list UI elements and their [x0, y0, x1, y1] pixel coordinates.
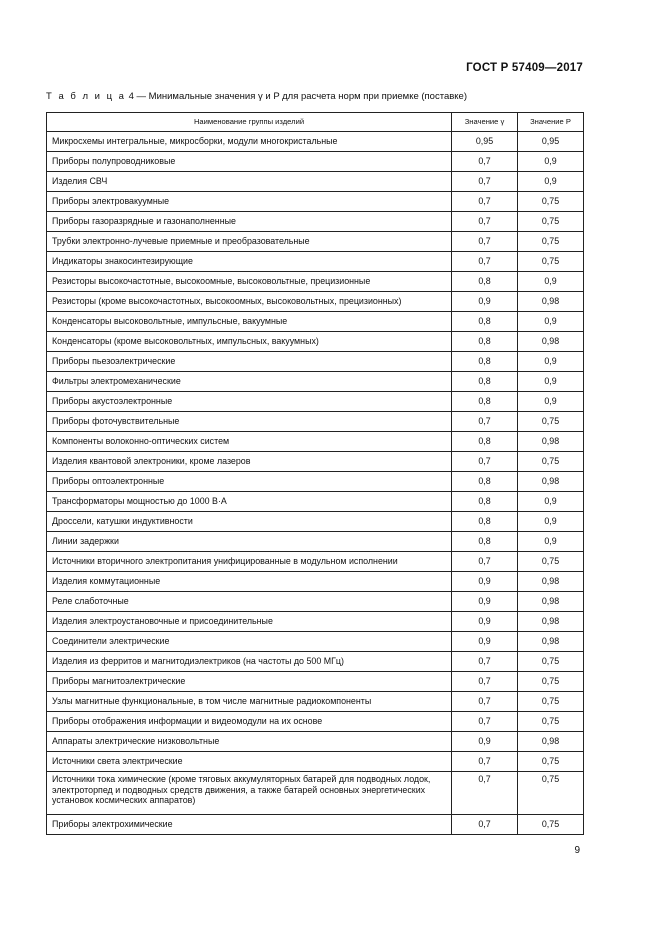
table-row	[47, 312, 584, 332]
row-name-cell: Компоненты волоконно-оптических систем	[47, 432, 452, 452]
row-gamma-cell: 0,7	[452, 172, 518, 192]
table-row	[47, 132, 584, 152]
row-gamma-cell: 0,8	[452, 532, 518, 552]
table-row	[47, 272, 584, 292]
row-gamma-cell: 0,7	[452, 232, 518, 252]
row-name-cell: Резисторы (кроме высокочастотных, высокоомных, высоковольтных, прецизионных)	[47, 292, 452, 312]
row-p-cell: 0,9	[518, 492, 584, 512]
row-gamma-cell: 0,7	[452, 752, 518, 772]
table-row	[47, 815, 584, 835]
row-name-cell: Приборы электровакуумные	[47, 192, 452, 212]
row-p-cell: 0,98	[518, 332, 584, 352]
row-name-cell: Резисторы высокочастотные, высокоомные, высоковольтные, прецизионные	[47, 272, 452, 292]
row-p-cell: 0,75	[518, 232, 584, 252]
row-gamma-cell: 0,8	[452, 272, 518, 292]
row-p-cell: 0,9	[518, 372, 584, 392]
row-p-cell: 0,9	[518, 312, 584, 332]
row-gamma-cell: 0,7	[452, 712, 518, 732]
row-gamma-cell: 0,9	[452, 612, 518, 632]
row-name-cell: Приборы отображения информации и видеомодули на их основе	[47, 712, 452, 732]
row-gamma-cell: 0,9	[452, 292, 518, 312]
row-p-cell: 0,75	[518, 772, 584, 815]
table-row	[47, 712, 584, 732]
row-name-cell: Микросхемы интегральные, микросборки, модули многокристальные	[47, 132, 452, 152]
row-gamma-cell: 0,7	[452, 252, 518, 272]
table-row	[47, 732, 584, 752]
row-gamma-cell: 0,9	[452, 572, 518, 592]
row-name-cell: Приборы акустоэлектронные	[47, 392, 452, 412]
row-name-cell: Приборы оптоэлектронные	[47, 472, 452, 492]
row-gamma-cell: 0,7	[452, 692, 518, 712]
row-p-cell: 0,75	[518, 252, 584, 272]
row-name-cell: Линии задержки	[47, 532, 452, 552]
row-p-cell: 0,9	[518, 352, 584, 372]
row-name-cell: Источники света электрические	[47, 752, 452, 772]
table-row	[47, 412, 584, 432]
table-row	[47, 252, 584, 272]
row-name-cell: Изделия коммутационные	[47, 572, 452, 592]
row-gamma-cell: 0,8	[452, 472, 518, 492]
table-row	[47, 672, 584, 692]
row-p-cell: 0,98	[518, 432, 584, 452]
table-body	[47, 132, 584, 835]
row-name-cell: Дроссели, катушки индуктивности	[47, 512, 452, 532]
row-p-cell: 0,75	[518, 712, 584, 732]
row-p-cell: 0,75	[518, 192, 584, 212]
table-row	[47, 572, 584, 592]
column-header-p: Значение P	[518, 113, 584, 132]
row-gamma-cell: 0,8	[452, 332, 518, 352]
row-name-cell: Приборы фоточувствительные	[47, 412, 452, 432]
row-name-cell: Соединители электрические	[47, 632, 452, 652]
row-p-cell: 0,75	[518, 412, 584, 432]
row-gamma-cell: 0,8	[452, 352, 518, 372]
row-gamma-cell: 0,7	[452, 192, 518, 212]
table-row	[47, 652, 584, 672]
row-gamma-cell: 0,7	[452, 552, 518, 572]
column-header-group: Наименование группы изделий	[47, 113, 452, 132]
table-row	[47, 452, 584, 472]
table-row	[47, 532, 584, 552]
row-name-cell: Приборы электрохимические	[47, 815, 452, 835]
column-header-gamma: Значение γ	[452, 113, 518, 132]
table-row	[47, 432, 584, 452]
row-name-cell: Приборы полупроводниковые	[47, 152, 452, 172]
table-row	[47, 392, 584, 412]
table-row	[47, 212, 584, 232]
row-gamma-cell: 0,7	[452, 152, 518, 172]
row-gamma-cell: 0,7	[452, 815, 518, 835]
row-gamma-cell: 0,8	[452, 312, 518, 332]
row-name-cell: Индикаторы знакосинтезирующие	[47, 252, 452, 272]
row-p-cell: 0,98	[518, 592, 584, 612]
row-name-cell: Изделия СВЧ	[47, 172, 452, 192]
row-name-cell: Приборы газоразрядные и газонаполненные	[47, 212, 452, 232]
row-p-cell: 0,98	[518, 632, 584, 652]
row-name-cell: Трубки электронно-лучевые приемные и преобразовательные	[47, 232, 452, 252]
row-name-cell: Аппараты электрические низковольтные	[47, 732, 452, 752]
row-p-cell: 0,98	[518, 732, 584, 752]
table-row	[47, 692, 584, 712]
row-p-cell: 0,9	[518, 272, 584, 292]
row-name-cell: Узлы магнитные функциональные, в том числе магнитные радиокомпоненты	[47, 692, 452, 712]
table-caption-text: 4 — Минимальные значения γ и P для расчета норм при приемке (поставке)	[125, 91, 468, 102]
table-row	[47, 232, 584, 252]
table-row	[47, 472, 584, 492]
table-header-row	[47, 113, 584, 132]
row-name-cell: Фильтры электромеханические	[47, 372, 452, 392]
row-gamma-cell: 0,7	[452, 772, 518, 815]
page-number: 9	[574, 845, 580, 856]
row-gamma-cell: 0,8	[452, 492, 518, 512]
table-row	[47, 352, 584, 372]
row-p-cell: 0,9	[518, 532, 584, 552]
row-gamma-cell: 0,7	[452, 452, 518, 472]
table-row	[47, 512, 584, 532]
table-row	[47, 632, 584, 652]
row-p-cell: 0,9	[518, 152, 584, 172]
row-gamma-cell: 0,8	[452, 372, 518, 392]
row-p-cell: 0,75	[518, 552, 584, 572]
row-name-cell: Приборы пьезоэлектрические	[47, 352, 452, 372]
row-p-cell: 0,75	[518, 672, 584, 692]
table-caption	[46, 91, 467, 102]
row-p-cell: 0,75	[518, 752, 584, 772]
row-name-cell: Конденсаторы (кроме высоковольтных, импульсных, вакуумных)	[47, 332, 452, 352]
row-p-cell: 0,98	[518, 292, 584, 312]
row-p-cell: 0,75	[518, 815, 584, 835]
row-name-cell: Приборы магнитоэлектрические	[47, 672, 452, 692]
row-gamma-cell: 0,7	[452, 652, 518, 672]
table-row	[47, 492, 584, 512]
table-row	[47, 192, 584, 212]
row-p-cell: 0,75	[518, 652, 584, 672]
table-row	[47, 332, 584, 352]
row-p-cell: 0,98	[518, 612, 584, 632]
row-p-cell: 0,95	[518, 132, 584, 152]
row-p-cell: 0,98	[518, 472, 584, 492]
row-gamma-cell: 0,9	[452, 592, 518, 612]
row-gamma-cell: 0,8	[452, 392, 518, 412]
row-gamma-cell: 0,7	[452, 412, 518, 432]
row-p-cell: 0,9	[518, 512, 584, 532]
row-p-cell: 0,75	[518, 212, 584, 232]
row-gamma-cell: 0,7	[452, 212, 518, 232]
row-name-cell: Источники вторичного электропитания унифицированные в модульном исполнении	[47, 552, 452, 572]
table-row	[47, 152, 584, 172]
table-row	[47, 772, 584, 815]
row-p-cell: 0,9	[518, 392, 584, 412]
table-row	[47, 552, 584, 572]
row-gamma-cell: 0,9	[452, 732, 518, 752]
table-row	[47, 372, 584, 392]
table-row	[47, 752, 584, 772]
row-name-cell: Трансформаторы мощностью до 1000 В·А	[47, 492, 452, 512]
row-p-cell: 0,9	[518, 172, 584, 192]
row-gamma-cell: 0,8	[452, 512, 518, 532]
row-gamma-cell: 0,95	[452, 132, 518, 152]
table-row	[47, 612, 584, 632]
row-p-cell: 0,98	[518, 572, 584, 592]
row-name-cell: Источники тока химические (кроме тяговых аккумуляторных батарей для подводных лодок, электроторпед и подводных средств движения, а также батарей основных энергетических установок космических аппаратов)	[47, 772, 452, 815]
table-row	[47, 592, 584, 612]
row-gamma-cell: 0,8	[452, 432, 518, 452]
table-row	[47, 292, 584, 312]
row-name-cell: Изделия квантовой электроники, кроме лазеров	[47, 452, 452, 472]
table-row	[47, 172, 584, 192]
table-caption-label: Т а б л и ц а	[46, 91, 126, 102]
row-name-cell: Изделия электроустановочные и присоединительные	[47, 612, 452, 632]
row-gamma-cell: 0,7	[452, 672, 518, 692]
row-gamma-cell: 0,9	[452, 632, 518, 652]
values-table	[46, 112, 584, 835]
row-name-cell: Конденсаторы высоковольтные, импульсные, вакуумные	[47, 312, 452, 332]
standard-designation: ГОСТ Р 57409—2017	[466, 62, 583, 74]
row-name-cell: Реле слаботочные	[47, 592, 452, 612]
row-name-cell: Изделия из ферритов и магнитодиэлектриков (на частоты до 500 МГц)	[47, 652, 452, 672]
row-p-cell: 0,75	[518, 452, 584, 472]
row-p-cell: 0,75	[518, 692, 584, 712]
